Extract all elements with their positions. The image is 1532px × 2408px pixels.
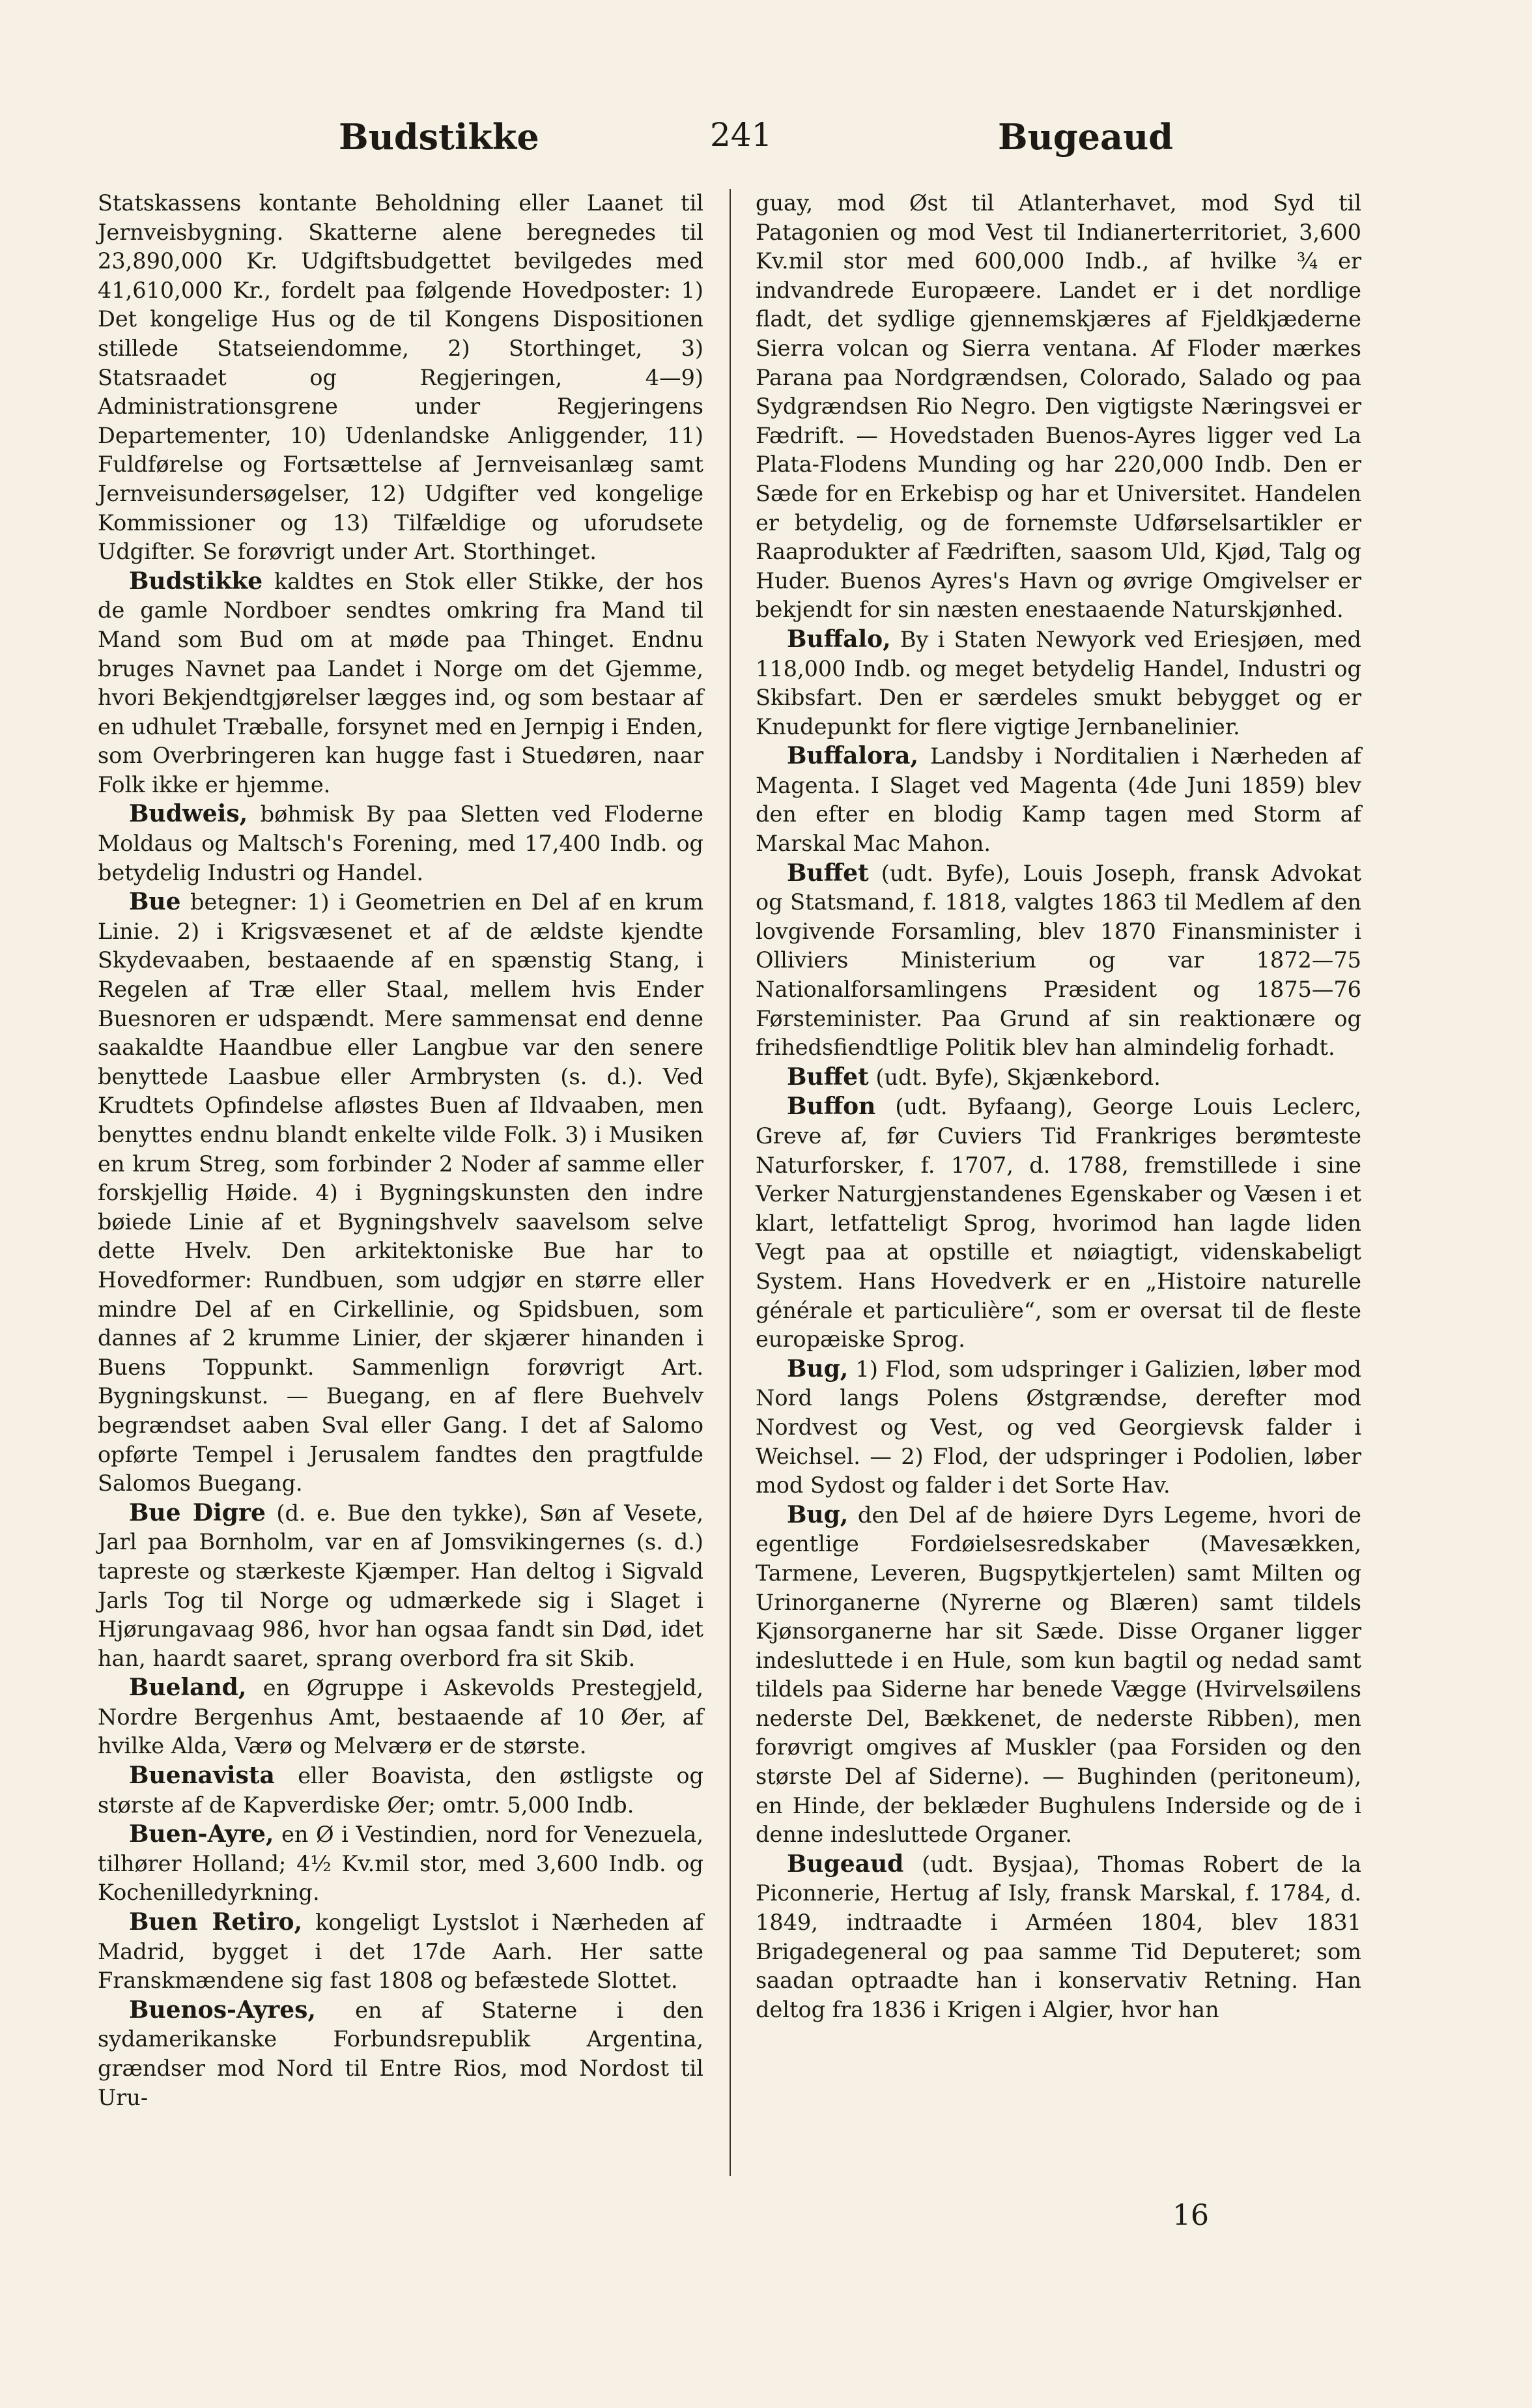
entry-headword: Bueland,	[129, 1674, 247, 1702]
dictionary-entry	[756, 625, 1361, 741]
entry-text: Landsby i Norditalien i Nærheden af Magenta. I Slaget ved Magenta (4de Juni 1859) blev den efter en blodig Kamp tagen med Storm af Marskal Mac Mahon.	[756, 743, 1361, 857]
entry-headword: Budweis,	[129, 800, 248, 828]
entry-headword: Bug,	[787, 1354, 849, 1383]
entry-text: Statskassens kontante Beholdning eller Laanet til Jernveisbygning. Skatterne alene beregnedes til 23,890,000 Kr. Udgiftsbudgettet bevilgedes med 41,610,000 Kr., fordelt paa følgende Hovedposter: 1) Det kongelige Hus og de til Kongens Dispositionen stillede Statseiendomme, 2) Storthinget, 3) Statsraadet og Regjeringen, 4—9) Administrationsgrene under Regjeringens Departementer, 10) Udenlandske Anliggender, 11) Fuldførelse og Fortsættelse af Jernveisanlæg samt Jernveisundersøgelser, 12) Udgifter ved kongelige Kommissioner og 13) Tilfældige og uforudsete Udgifter. Se forøvrigt under Art. Storthinget.	[98, 190, 703, 565]
dictionary-entry	[98, 1673, 703, 1761]
entry-headword: Bugeaud	[787, 1850, 904, 1878]
dictionary-entry	[98, 567, 703, 800]
entry-headword: Bue Digre	[129, 1498, 266, 1526]
entry-text: en Ø i Vestindien, nord for Venezuela, tilhører Holland; 4½ Kv.mil stor, med 3,600 Indb. og Kochenilledyrkning.	[98, 1822, 704, 1906]
dictionary-entry	[98, 1761, 703, 1820]
entry-text: (udt. Bysjaa), Thomas Robert de la Piconnerie, Hertug af Isly, fransk Marskal, f. 1784, d. 1849, indtraadte i Arméen 1804, blev 1831 Brigadegeneral og paa samme Tid Deputeret; som saadan optraadte han i konservativ Retning. Han deltog fra 1836 i Krigen i Algier, hvor han	[756, 1851, 1362, 2022]
dictionary-entry	[756, 1063, 1361, 1093]
entry-text: bøhmisk By paa Sletten ved Floderne Moldaus og Maltsch's Forening, med 17,400 Indb. og betydelig Industri og Handel.	[98, 801, 703, 885]
entry-headword: Buffet	[787, 859, 869, 887]
entry-headword: Budstikke	[129, 567, 263, 595]
entry-headword: Buenavista	[129, 1762, 275, 1790]
entry-text: eller Boavista, den østligste og største af de Kapverdiske Øer; omtr. 5,000 Indb.	[98, 1763, 703, 1818]
entry-headword: Buen Retiro,	[129, 1908, 303, 1936]
entry-text: (udt. Byfe), Louis Joseph, fransk Advokat og Statsmand, f. 1818, valgtes 1863 til Medlem af den lovgivende Forsamling, blev 1870 Finansminister i Olliviers Ministerium og var 1872—75 Nationalforsamlingens Præsident og 1875—76 Førsteminister. Paa Grund af sin reaktionære og frihedsfiendtlige Politik blev han almindelig forhadt.	[756, 860, 1361, 1061]
right-column	[756, 189, 1361, 2024]
entry-text: 1) Flod, som udspringer i Galizien, løber mod Nord langs Polens Østgrændse, derefter mod Nordvest og Vest, og ved Georgievsk falder i Weichsel. — 2) Flod, der udspringer i Podolien, løber mod Sydost og falder i det Sorte Hav.	[756, 1356, 1361, 1498]
entry-text: guay, mod Øst til Atlanterhavet, mod Syd til Patagonien og mod Vest til Indianerterritoriet, 3,600 Kv.mil stor med 600,000 Indb., af hvilke ¾ er indvandrede Europæere. Landet er i det nordlige fladt, det sydlige gjennemskjæres af Fjeldkjæderne Sierra volcan og Sierra ventana. Af Floder mærkes Parana paa Nordgrændsen, Colorado, Salado og paa Sydgrændsen Rio Negro. Den vigtigste Næringsvei er Fædrift. — Hovedstaden Buenos-Ayres ligger ved La Plata-Flodens Munding og har 220,000 Indb. Den er Sæde for en Erkebisp og har et Universitet. Handelen er betydelig, og de fornemste Udførselsartikler er Raaprodukter af Fædriften, saasom Uld, Kjød, Talg og Huder. Buenos Ayres's Havn og øvrige Omgivelser er bekjendt for sin næsten enestaaende Naturskjønhed.	[756, 190, 1361, 623]
dictionary-entry	[756, 1500, 1361, 1850]
running-head-right: Bugeaud	[998, 116, 1174, 158]
page-number: 241	[710, 116, 773, 154]
entry-text: By i Staten Newyork ved Eriesjøen, med 118,000 Indb. og meget betydelig Handel, Industri og Skibsfart. Den er særdeles smukt bebygget og er Knudepunkt for flere vigtige Jernbanelinier.	[756, 626, 1361, 739]
column-divider	[730, 189, 731, 2176]
entry-text: kongeligt Lystslot i Nærheden af Madrid, bygget i det 17de Aarh. Her satte Franskmændene sig fast 1808 og befæstede Slottet.	[98, 1910, 703, 1994]
dictionary-entry	[98, 799, 703, 887]
dictionary-entry	[98, 1908, 703, 1996]
entry-headword: Buffet	[787, 1063, 869, 1091]
running-head-left: Budstikke	[339, 116, 539, 158]
left-column	[98, 189, 703, 2112]
entry-text: (udt. Byfe), Skjænkebord.	[875, 1064, 1161, 1090]
entry-text: betegner: 1) i Geometrien en Del af en krum Linie. 2) i Krigsvæsenet et af de ældste kjendte Skydevaaben, bestaaende af en spænstig Stang, i Regelen af Træ eller Staal, mellem hvis Ender Buesnoren er udspændt. Mere sammensat end denne saakaldte Haandbue eller Langbue var den senere benyttede Laasbue eller Armbrysten (s. d.). Ved Krudtets Opfindelse afløstes Buen af Ildvaaben, men benyttes endnu blandt enkelte vilde Folk. 3) i Musiken en krum Streg, som forbinder 2 Noder af samme eller forskjellig Høide. 4) i Bygningskunsten den indre bøiede Linie af et Bygningshvelv saavelsom selve dette Hvelv. Den arkitektoniske Bue har to Hovedformer: Rundbuen, som udgjør en større eller mindre Del af en Cirkellinie, og Spidsbuen, som dannes af 2 krumme Linier, der skjærer hinanden i Buens Toppunkt. Sammenlign forøvrigt Art. Bygningskunst. — Buegang, en af flere Buehvelv begrændset aaben Sval eller Gang. I det af Salomo opførte Tempel i Jerusalem fandtes den pragtfulde Salomos Buegang.	[98, 889, 704, 1497]
dictionary-entry	[756, 189, 1361, 625]
entry-headword: Bue	[129, 888, 181, 916]
entry-text: (d. e. Bue den tykke), Søn af Vesete, Jarl paa Bornholm, var en af Jomsvikingernes (s. d.) tapreste og stærkeste Kjæmper. Han deltog i Sigvald Jarls Tog til Norge og udmærkede sig i Slaget i Hjørungavaag 986, hvor han ogsaa fandt sin Død, idet han, haardt saaret, sprang overbord fra sit Skib.	[98, 1500, 703, 1671]
entry-text: en af Staterne i den sydamerikanske Forbundsrepublik Argentina, grændser mod Nord til Entre Rios, mod Nordost til Uru-	[98, 1997, 703, 2110]
dictionary-entry	[98, 887, 703, 1498]
dictionary-entry	[756, 741, 1361, 858]
dictionary-entry	[98, 189, 703, 567]
entry-headword: Buffalora,	[787, 742, 918, 770]
entry-text: (udt. Byfaang), George Louis Leclerc, Greve af, før Cuviers Tid Frankriges berømteste Naturforsker, f. 1707, d. 1788, fremstillede i sine Verker Naturgjenstandenes Egenskaber og Væsen i et klart, letfatteligt Sprog, hvorimod han lagde liden Vegt paa at opstille et nøiagtigt, videnskabeligt System. Hans Hovedverk er en „Histoire naturelle générale et particulière“, som er oversat til de fleste europæiske Sprog.	[756, 1094, 1362, 1353]
entry-headword: Buffon	[787, 1093, 876, 1121]
dictionary-entry	[756, 1850, 1361, 2025]
dictionary-entry	[756, 1092, 1361, 1354]
entry-text: den Del af de høiere Dyrs Legeme, hvori de egentlige Fordøielsesredskaber (Mavesækken, Tarmene, Leveren, Bugspytkjertelen) samt Milten og Urinorganerne (Nyrerne og Blæren) samt tildels Kjønsorganerne har sit Sæde. Disse Organer ligger indesluttede i en Hule, som kun bagtil og nedad samt tildels paa Siderne har benede Vægge (Hvirvelsøilens nederste Del, Bækkenet, de nederste Ribben), men forøvrigt omgives af Muskler (paa Forsiden og den største Del af Siderne). — Bughinden (peritoneum), en Hinde, der beklæder Bughulens Inderside og de i denne indesluttede Organer.	[756, 1502, 1361, 1848]
entry-text: en Øgruppe i Askevolds Prestegjeld, Nordre Bergenhus Amt, bestaaende af 10 Øer, af hvilke Alda, Værø og Melværø er de største.	[98, 1675, 703, 1759]
entry-headword: Buffalo,	[787, 625, 891, 653]
entry-headword: Buenos-Ayres,	[129, 1996, 316, 2024]
entry-text: kaldtes en Stok eller Stikke, der hos de gamle Nordboer sendtes omkring fra Mand til Mand som Bud om at møde paa Thinget. Endnu bruges Navnet paa Landet i Norge om det Gjemme, hvori Bekjendtgjørelser lægges ind, og som bestaar af en udhulet Træballe, forsynet med en Jernpig i Enden, som Overbringeren kan hugge fast i Stuedøren, naar Folk ikke er hjemme.	[98, 568, 704, 797]
dictionary-entry	[756, 1354, 1361, 1500]
dictionary-entry	[98, 1498, 703, 1674]
dictionary-entry	[98, 1996, 703, 2112]
entry-headword: Buen-Ayre,	[129, 1820, 274, 1848]
entry-headword: Bug,	[787, 1500, 849, 1528]
sheet-signature: 16	[1172, 2199, 1209, 2232]
dictionary-entry	[756, 859, 1361, 1063]
dictionary-entry	[98, 1820, 703, 1908]
